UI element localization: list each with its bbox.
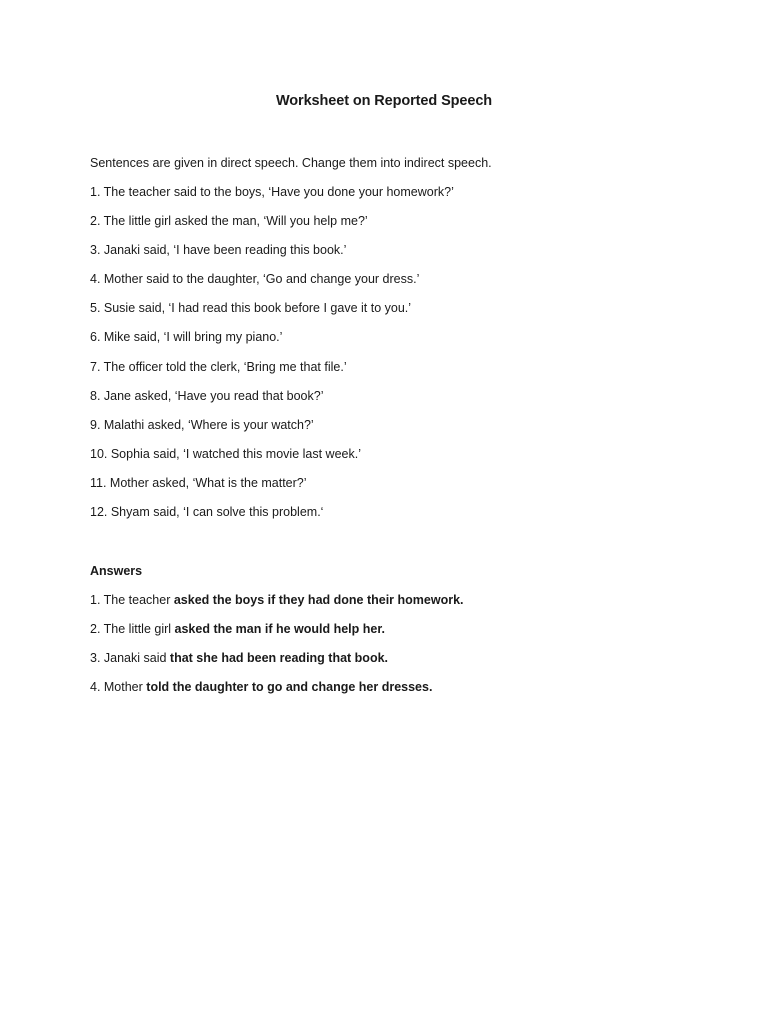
answer-bold-text: asked the man if he would help her. [174,622,385,637]
answers-heading: Answers [90,564,143,578]
answer-bold-text: asked the boys if they had done their homework. [173,593,464,607]
question-item: 5. Susie said, ‘I had read this book before I gave it to you.’ [90,301,412,316]
question-item: 9. Malathi asked, ‘Where is your watch?’ [90,417,314,432]
question-item: 7. The officer told the clerk, ‘Bring me that file.’ [90,359,347,374]
answer-item [90,679,464,708]
question-item: 4. Mother said to the daughter, ‘Go and change your dress.’ [90,272,420,287]
answer-prefix: 2. The little girl [90,622,175,637]
question-item: 12. Shyam said, ‘I can solve this problem.‘ [90,505,324,520]
instructions-text: Sentences are given in direct speech. Change them into indirect speech. [90,156,492,170]
question-item: 1. The teacher said to the boys, ‘Have you done your homework?’ [90,185,454,199]
answer-prefix: 3. Janaki said [90,651,170,666]
answer-bold-text: told the daughter to go and change her dresses. [146,680,433,695]
answer-prefix: 1. The teacher [90,593,174,607]
answer-bold-text: that she had been reading that book. [169,651,389,666]
question-item: 3. Janaki said, ‘I have been reading this book.’ [90,243,347,258]
question-item: 8. Jane asked, ‘Have you read that book?’ [90,388,324,403]
answer-item [90,621,464,650]
question-item: 10. Sophia said, ‘I watched this movie last week.’ [90,446,361,461]
page-title: Worksheet on Reported Speech [275,93,493,109]
question-item: 6. Mike said, ‘I will bring my piano.’ [90,330,283,345]
answer-item [90,592,464,621]
question-item: 11. Mother asked, ‘What is the matter?’ [90,475,307,490]
question-item: 2. The little girl asked the man, ‘Will you help me?’ [90,214,368,229]
answers-list [90,592,464,708]
answer-prefix: 4. Mother [90,680,147,695]
questions-list [90,184,454,533]
answer-item [90,650,464,679]
